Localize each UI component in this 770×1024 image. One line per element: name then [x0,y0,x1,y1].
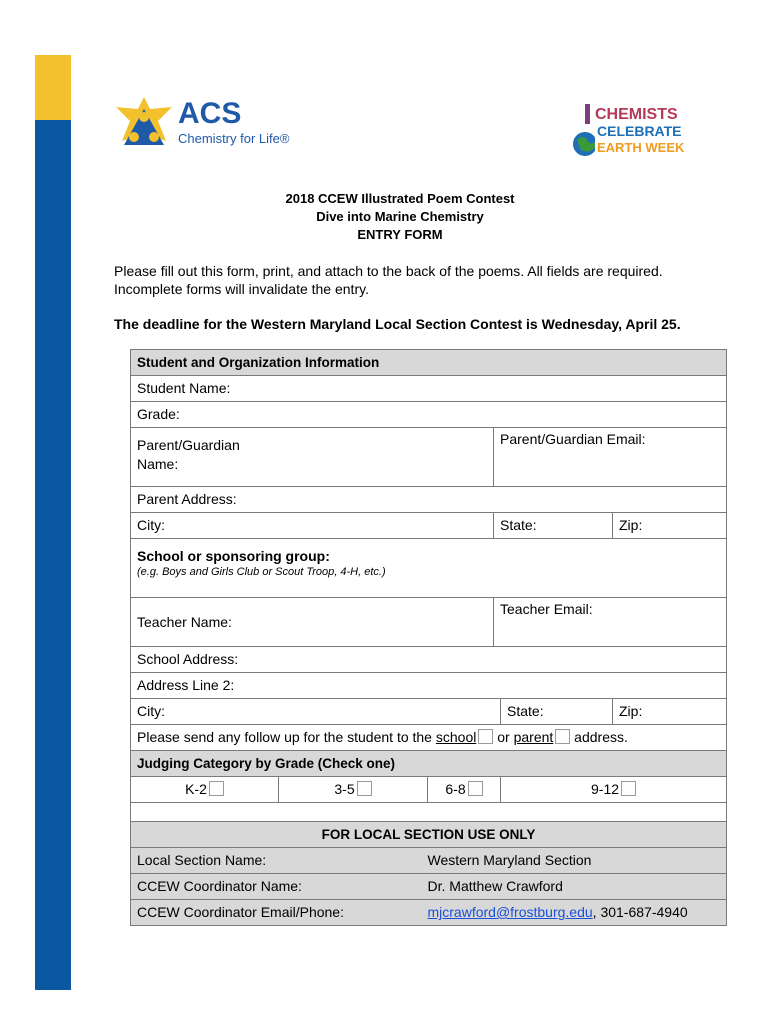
category-k2-checkbox[interactable] [209,781,224,796]
coordinator-email-link[interactable]: mjcrawford@frostburg.edu [427,904,593,920]
acs-logo [112,95,312,165]
school-zip-field[interactable]: Zip: [613,699,727,725]
intro-text: Please fill out this form, print, and attach to the back of the poems. All fields are required. Incomplete forms will invalidate the entry. [114,263,663,297]
heading-subtitle: Dive into Marine Chemistry [316,209,484,224]
school-group-field[interactable] [131,539,727,598]
section-local-header: FOR LOCAL SECTION USE ONLY [131,822,727,848]
category-9-12-label: 9-12 [591,781,620,797]
category-9-12-cell[interactable] [501,777,727,803]
local-section-label: Local Section Name: [131,848,428,874]
grade-field[interactable]: Grade: [131,402,727,428]
acs-tagline: Chemistry for Life® [178,131,290,146]
category-3-5-label: 3-5 [334,781,355,797]
address-line2-field[interactable]: Address Line 2: [131,673,727,699]
followup-suffix: address. [574,729,628,745]
coordinator-value: Dr. Matthew Crawford [428,874,727,900]
ccew-logo [565,100,690,160]
student-name-field[interactable]: Student Name: [131,376,727,402]
category-3-5-checkbox[interactable] [357,781,372,796]
local-section-value: Western Maryland Section [428,848,727,874]
heading-form-label: ENTRY FORM [357,227,443,242]
form-heading [200,190,600,244]
category-6-8-checkbox[interactable] [468,781,483,796]
followup-prefix: Please send any follow up for the student to the [137,729,432,745]
followup-preference-row [131,725,727,751]
globe-flask-icon [565,100,595,160]
state-field[interactable]: State: [494,513,613,539]
acs-wordmark: ACS [178,97,242,130]
category-6-8-label: 6-8 [445,781,466,797]
followup-or: or [497,729,510,745]
ccew-line1: CHEMISTS [595,106,678,123]
parent-address-field[interactable]: Parent Address: [131,487,727,513]
ccew-line3: EARTH WEEK [597,140,685,155]
parent-checkbox[interactable] [555,729,570,744]
followup-school-label: school [435,729,477,745]
acs-emblem-icon [112,95,176,159]
category-9-12-checkbox[interactable] [621,781,636,796]
sidebar-blue-bar [35,120,71,990]
school-checkbox[interactable] [478,729,493,744]
sidebar-gold-bar [35,55,71,120]
deadline-text: The deadline for the Western Maryland Local Section Contest is Wednesday, April 25. [114,316,681,332]
school-city-field[interactable]: City: [131,699,501,725]
parent-name-label: Parent/Guardian Name: [137,437,240,472]
coordinator-label: CCEW Coordinator Name: [131,874,428,900]
section-student-header: Student and Organization Information [131,350,727,376]
school-state-field[interactable]: State: [501,699,613,725]
parent-name-field[interactable] [131,428,494,487]
followup-parent-label: parent [513,729,554,745]
category-3-5-cell[interactable] [279,777,428,803]
spacer-row [131,803,727,822]
category-k2-label: K-2 [185,781,207,797]
category-k2-cell[interactable] [131,777,279,803]
school-group-hint: (e.g. Boys and Girls Club or Scout Troop, 4-H, etc.) [137,566,386,578]
category-6-8-cell[interactable] [428,777,501,803]
school-group-label: School or sponsoring group: [137,548,330,564]
section-judging-header: Judging Category by Grade (Check one) [131,751,727,777]
ccew-line2: CELEBRATE [597,123,682,139]
entry-form-table [130,349,727,926]
coordinator-phone: , 301-687-4940 [592,904,688,920]
school-address-field[interactable]: School Address: [131,647,727,673]
parent-email-field[interactable]: Parent/Guardian Email: [494,428,727,487]
heading-title: 2018 CCEW Illustrated Poem Contest [285,191,515,206]
teacher-name-field[interactable]: Teacher Name: [131,598,494,647]
teacher-email-field[interactable]: Teacher Email: [494,598,727,647]
city-field[interactable]: City: [131,513,494,539]
zip-field[interactable]: Zip: [613,513,727,539]
contact-label: CCEW Coordinator Email/Phone: [131,900,428,926]
contact-value [428,900,727,926]
